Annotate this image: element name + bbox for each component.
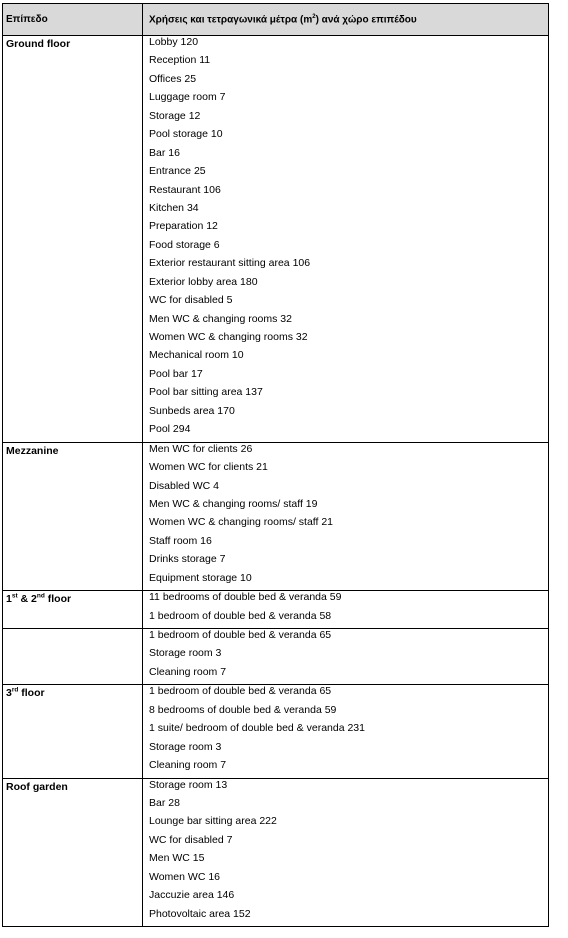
list-item: Disabled WC 4 <box>149 479 220 492</box>
level-label: Mezzanine <box>6 444 59 457</box>
header-uses-area-text-b: ) ανά χώρο επιπέδου <box>315 14 417 26</box>
list-item: Storage 12 <box>149 109 201 122</box>
list-item: Preparation 12 <box>149 220 218 233</box>
list-item: Offices 25 <box>149 72 197 85</box>
table-section <box>3 779 548 927</box>
list-item: Pool 294 <box>149 423 191 436</box>
level-label-superscript: st <box>11 592 18 600</box>
level-cell <box>3 443 143 591</box>
level-label: Ground floor <box>6 38 71 50</box>
uses-cell <box>143 591 548 628</box>
list-item: Photovoltaic area 152 <box>149 907 251 920</box>
table-section <box>3 443 548 592</box>
list-item: Drinks storage 7 <box>149 553 226 566</box>
list-item: Cleaning room 7 <box>149 759 227 772</box>
list-item: Cleaning room 7 <box>149 665 227 678</box>
list-item: Food storage 6 <box>149 238 220 251</box>
list-item: Pool storage 10 <box>149 128 223 141</box>
list-item: Restaurant 106 <box>149 183 221 196</box>
list-item: Storage room 3 <box>149 647 222 660</box>
list-item: Storage room 13 <box>149 778 228 791</box>
list-item: Reception 11 <box>149 54 211 67</box>
table-section <box>3 36 548 443</box>
list-item: Bar 28 <box>149 796 180 809</box>
list-item: 11 bedrooms of double bed & veranda 59 <box>149 591 342 604</box>
uses-cell <box>143 36 548 442</box>
list-item: Men WC & changing rooms/ staff 19 <box>149 497 318 510</box>
level-label: 3 <box>6 687 12 700</box>
list-item: Exterior lobby area 180 <box>149 275 258 288</box>
list-item: Kitchen 34 <box>149 201 199 214</box>
list-item: Men WC for clients 26 <box>149 442 253 455</box>
floor-area-table <box>2 3 549 927</box>
level-cell <box>3 36 143 442</box>
table-header-row <box>3 3 548 36</box>
list-item: Jaccuzie area 146 <box>149 889 235 902</box>
list-item: Mechanical room 10 <box>149 349 244 362</box>
list-item: Pool bar 17 <box>149 367 203 380</box>
level-cell <box>3 779 143 927</box>
table-section <box>3 591 548 629</box>
list-item: WC for disabled 5 <box>149 294 233 307</box>
list-item: Women WC for clients 21 <box>149 461 268 474</box>
list-item: 1 suite/ bedroom of double bed & veranda 231 <box>149 722 365 735</box>
list-item: Staff room 16 <box>149 534 212 547</box>
list-item: Equipment storage 10 <box>149 571 252 584</box>
list-item: Lobby 120 <box>149 36 199 48</box>
level-label-superscript: rd <box>11 686 19 694</box>
level-label: & 2 <box>17 593 37 606</box>
table-body <box>3 36 548 926</box>
header-level: Επίπεδο <box>3 4 143 35</box>
list-item: 8 bedrooms of double bed & veranda 59 <box>149 703 337 716</box>
level-label: floor <box>18 687 45 700</box>
level-cell <box>3 685 143 777</box>
header-uses-area-text-a: Χρήσεις και τετραγωνικά μέτρα (m <box>149 14 313 26</box>
list-item: Men WC 15 <box>149 852 205 865</box>
list-item: Men WC & changing rooms 32 <box>149 312 292 325</box>
table-section <box>3 685 548 778</box>
list-item: Pool bar sitting area 137 <box>149 386 263 399</box>
level-label: 1 <box>6 593 12 606</box>
list-item: Women WC & changing rooms 32 <box>149 331 308 343</box>
level-label-superscript: nd <box>36 592 45 600</box>
uses-cell <box>143 443 548 591</box>
uses-cell <box>143 779 548 927</box>
list-item: Luggage room 7 <box>149 91 226 104</box>
table-section <box>3 629 548 685</box>
list-item: Exterior restaurant sitting area 106 <box>149 257 311 270</box>
list-item: WC for disabled 7 <box>149 833 233 846</box>
list-item: 1 bedroom of double bed & veranda 65 <box>149 685 332 698</box>
list-item: Women WC 16 <box>149 870 220 883</box>
header-superscript: 2 <box>312 14 316 20</box>
list-item: Entrance 25 <box>149 165 206 178</box>
list-item: Bar 16 <box>149 146 180 159</box>
list-item: 1 bedroom of double bed & veranda 58 <box>149 609 332 622</box>
list-item: Lounge bar sitting area 222 <box>149 815 277 828</box>
level-label: Roof garden <box>6 780 68 793</box>
uses-cell <box>143 685 548 777</box>
level-cell <box>3 629 143 684</box>
list-item: Sunbeds area 170 <box>149 404 235 417</box>
uses-cell <box>143 629 548 684</box>
list-item: Storage room 3 <box>149 740 222 753</box>
list-item: 1 bedroom of double bed & veranda 65 <box>149 629 332 641</box>
list-item: Women WC & changing rooms/ staff 21 <box>149 516 334 529</box>
level-cell <box>3 591 143 628</box>
header-uses-area <box>143 4 548 35</box>
level-label: floor <box>44 593 72 606</box>
